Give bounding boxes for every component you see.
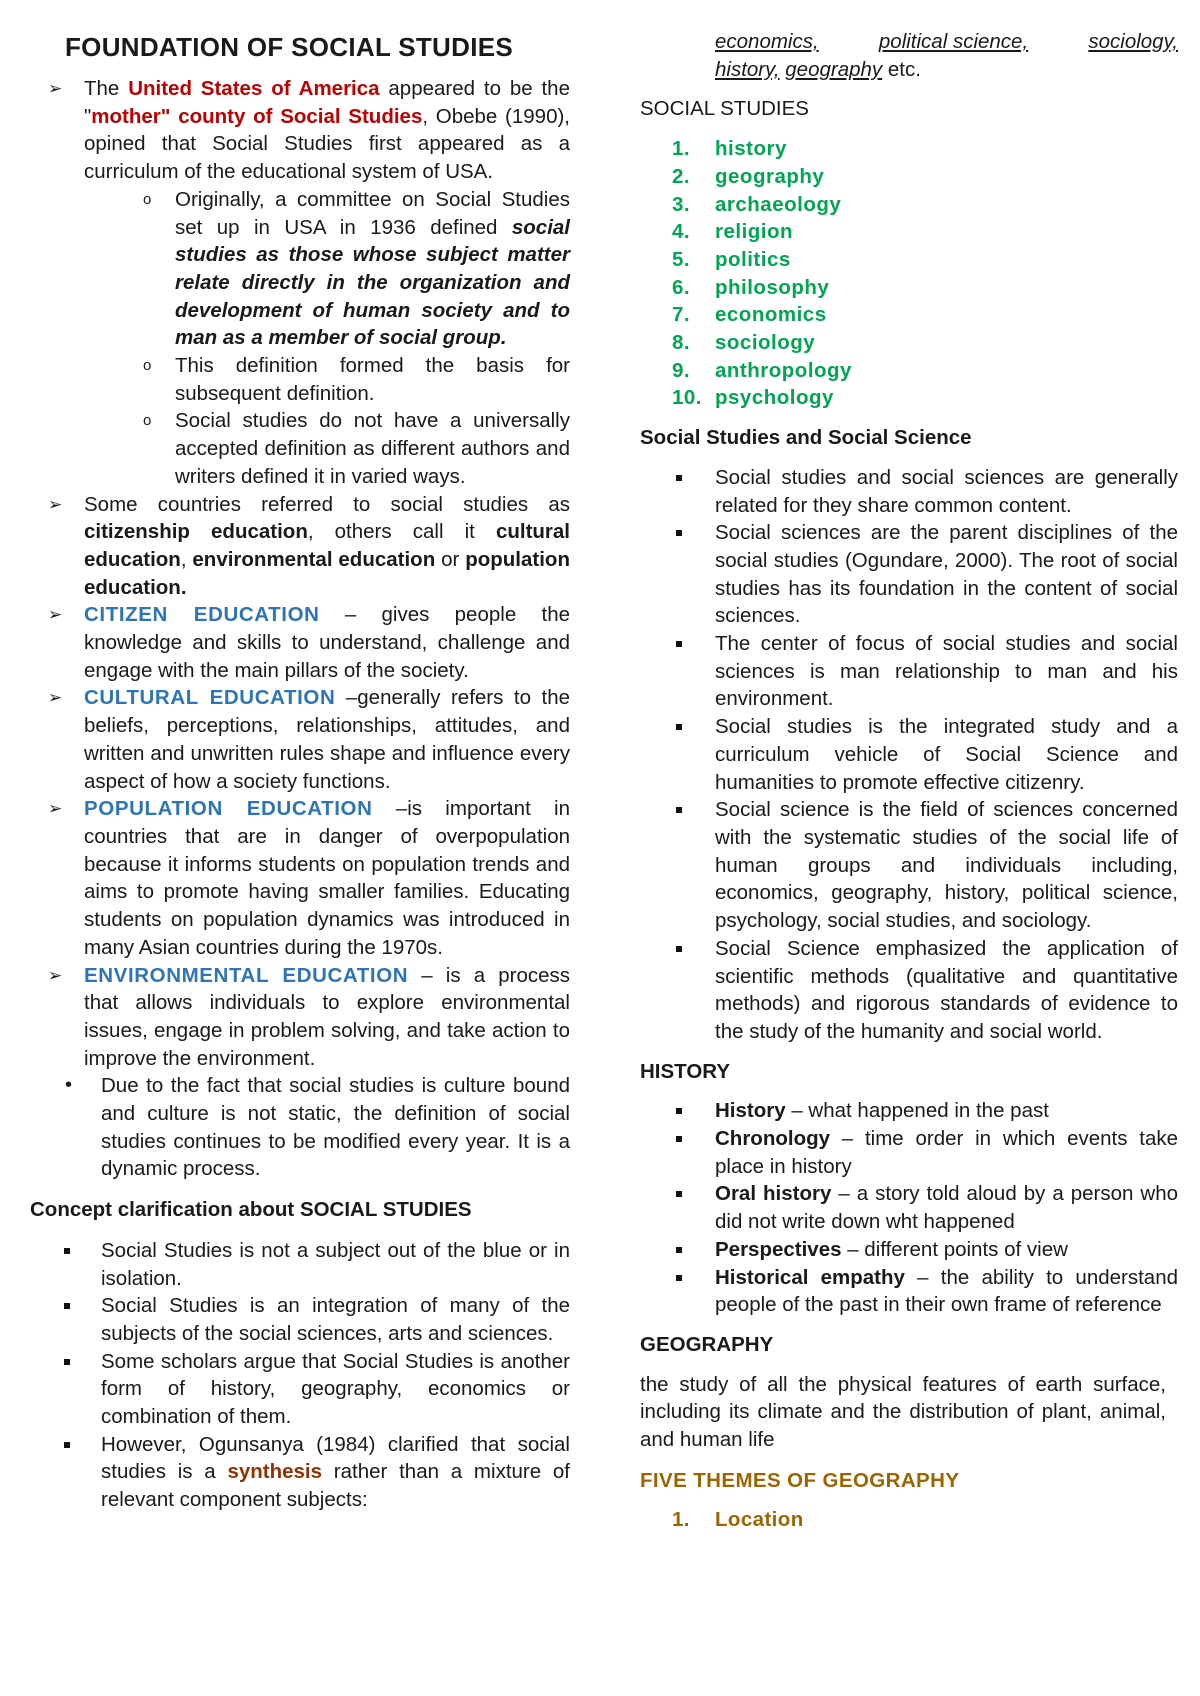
list-item-originally: o Originally, a committee on Social Studies set up in USA in 1936 defined social studies as those whose subject matter relate directly in the organization and development of human society and to man as a member of social group.	[143, 187, 570, 350]
intro-list	[30, 75, 570, 186]
square-bullet-icon	[64, 1248, 70, 1254]
list-item-subject: 5. politics	[672, 247, 791, 271]
list-item-usa: ➢ The United States of America appeared to be the "mother" county of Social Studies, Obebe (1990), opined that Social Studies first appeared as a curriculum of the educational system of USA.	[48, 77, 570, 184]
list-item-countries: ➢ Some countries referred to social studies as citizenship education, others call it cultural education, environmental education or population education.	[48, 492, 570, 599]
list-item-theme: 1. Location	[672, 1508, 804, 1532]
list-item-social-science: Social Science emphasized the application of scientific methods (qualitative and quantitative methods) and rigorous standards of evidence to the study of the humanity and social world.	[640, 935, 1178, 1046]
subjects-continuation: economics, political science, sociology, history, geography etc.	[715, 30, 1178, 81]
list-item-social-science: Social studies and social sciences are generally related for they share common content.	[640, 464, 1178, 519]
social-studies-heading: SOCIAL STUDIES	[640, 97, 809, 121]
square-bullet-icon	[676, 530, 682, 536]
concept-list	[30, 1237, 570, 1514]
list-item-history-term: Oral history – a story told aloud by a person who did not write down wht happened	[640, 1180, 1178, 1235]
list-item-concept-3: Some scholars argue that Social Studies is another form of history, geography, economics or combination of them.	[30, 1348, 570, 1431]
arrow-bullet-icon: ➢	[48, 688, 63, 708]
geography-heading: GEOGRAPHY	[640, 1332, 774, 1356]
right-column	[640, 0, 1178, 1534]
list-item-subject: 2. geography	[672, 164, 825, 188]
list-item-social-science: Social sciences are the parent disciplines of the social studies (Ogundare, 2000). The root of social studies has its foundation in the content of social sciences.	[640, 519, 1178, 630]
arrow-bullet-icon: ➢	[48, 79, 63, 98]
list-item-history-term: History – what happened in the past	[640, 1097, 1178, 1125]
list-item-subject: 6. philosophy	[672, 275, 830, 299]
history-heading: HISTORY	[640, 1059, 730, 1083]
square-bullet-icon	[676, 1136, 682, 1142]
square-bullet-icon	[64, 1303, 70, 1309]
circle-bullet-icon: o	[143, 190, 152, 208]
list-item-cultural-education: ➢ CULTURAL EDUCATION –generally refers to the beliefs, perceptions, relationships, attitudes, and written and unwritten rules shape and influence every aspect of how a society functions.	[48, 686, 571, 793]
ss-and-science-heading: Social Studies and Social Science	[640, 426, 972, 450]
list-item-environmental-education: ➢ ENVIRONMENTAL EDUCATION – is a process that allows individuals to explore environmental issues, engage in problem solving, and take action to improve the environment.	[48, 963, 571, 1070]
ss-and-science-list	[640, 464, 1178, 1046]
square-bullet-icon	[676, 641, 682, 647]
list-item-subject: 8. sociology	[672, 331, 816, 355]
square-bullet-icon	[676, 1108, 682, 1114]
arrow-bullet-icon: ➢	[48, 965, 63, 985]
list-item-concept-2: Social Studies is an integration of many of the subjects of the social sciences, arts and sciences.	[30, 1292, 570, 1347]
square-bullet-icon	[64, 1359, 70, 1365]
square-bullet-icon	[676, 1191, 682, 1197]
geography-definition: the study of all the physical features of earth surface, including its climate and the distribution of plant, animal, and human life	[640, 1372, 1166, 1452]
square-bullet-icon	[676, 1275, 682, 1281]
square-bullet-icon	[676, 946, 682, 952]
arrow-bullet-icon: ➢	[48, 494, 63, 514]
square-bullet-icon	[676, 807, 682, 813]
list-item-no-definition: o Social studies do not have a universally accepted definition as different authors and writers defined it in varied ways.	[143, 409, 570, 488]
education-list	[30, 491, 570, 1073]
five-themes-heading: FIVE THEMES OF GEOGRAPHY	[640, 1468, 960, 1492]
square-bullet-icon	[676, 724, 682, 730]
sub-list	[30, 186, 570, 491]
list-item-subject: 3. archaeology	[672, 192, 842, 216]
square-bullet-icon	[676, 475, 682, 481]
list-item-subject: 7. economics	[672, 303, 827, 327]
list-item-population-education: ➢ POPULATION EDUCATION –is important in countries that are in danger of overpopulation because it informs students on population trends and aims to promote having smaller families. Educating students on population dynamics was introduced in many Asian countries during the 1970s.	[48, 797, 571, 959]
left-column	[30, 0, 570, 1514]
square-bullet-icon	[64, 1442, 70, 1448]
list-item-social-science: Social studies is the integrated study and a curriculum vehicle of Social Science and humanities to promote effective citizenry.	[640, 713, 1178, 796]
arrow-bullet-icon: ➢	[48, 605, 63, 625]
arrow-bullet-icon: ➢	[48, 799, 63, 819]
list-item-dynamic: • Due to the fact that social studies is culture bound and culture is not static, the definition of social studies continues to be modified every year. It is a dynamic process.	[65, 1074, 570, 1181]
list-item-social-science: The center of focus of social studies and social sciences is man relationship to man and his environment.	[640, 630, 1178, 713]
list-item-concept-1: Social Studies is not a subject out of the blue or in isolation.	[30, 1237, 570, 1292]
list-item-citizen-education: ➢ CITIZEN EDUCATION – gives people the knowledge and skills to understand, challenge and engage with the main pillars of the society.	[48, 603, 570, 682]
list-item-history-term: Historical empathy – the ability to understand people of the past in their own frame of reference	[640, 1264, 1178, 1319]
dynamic-list	[30, 1072, 570, 1183]
list-item-basis: o This definition formed the basis for subsequent definition.	[143, 354, 570, 405]
social-studies-list	[640, 135, 1178, 412]
list-item-concept-4: However, Ogunsanya (1984) clarified that social studies is a synthesis rather than a mixture of relevant component subjects:	[30, 1431, 570, 1514]
list-item-social-science: Social science is the field of sciences concerned with the systematic studies of the social life of human groups and individuals including, economics, geography, history, political science, psychology, social studies, and sociology.	[640, 796, 1178, 935]
history-list	[640, 1097, 1178, 1319]
square-bullet-icon	[676, 1247, 682, 1253]
list-item-subject: 4. religion	[672, 220, 794, 244]
list-item-history-term: Perspectives – different points of view	[640, 1236, 1178, 1264]
list-item-subject: 10. psychology	[672, 386, 834, 410]
five-themes-list	[640, 1506, 1178, 1534]
list-item-subject: 1. history	[672, 137, 787, 161]
dot-bullet-icon: •	[65, 1074, 73, 1097]
list-item-history-term: Chronology – time order in which events take place in history	[640, 1125, 1178, 1180]
circle-bullet-icon: o	[143, 412, 152, 430]
list-item-subject: 9. anthropology	[672, 358, 852, 382]
page-title: FOUNDATION OF SOCIAL STUDIES	[65, 32, 514, 62]
circle-bullet-icon: o	[143, 357, 152, 375]
concept-heading: Concept clarification about SOCIAL STUDIES	[30, 1198, 472, 1222]
